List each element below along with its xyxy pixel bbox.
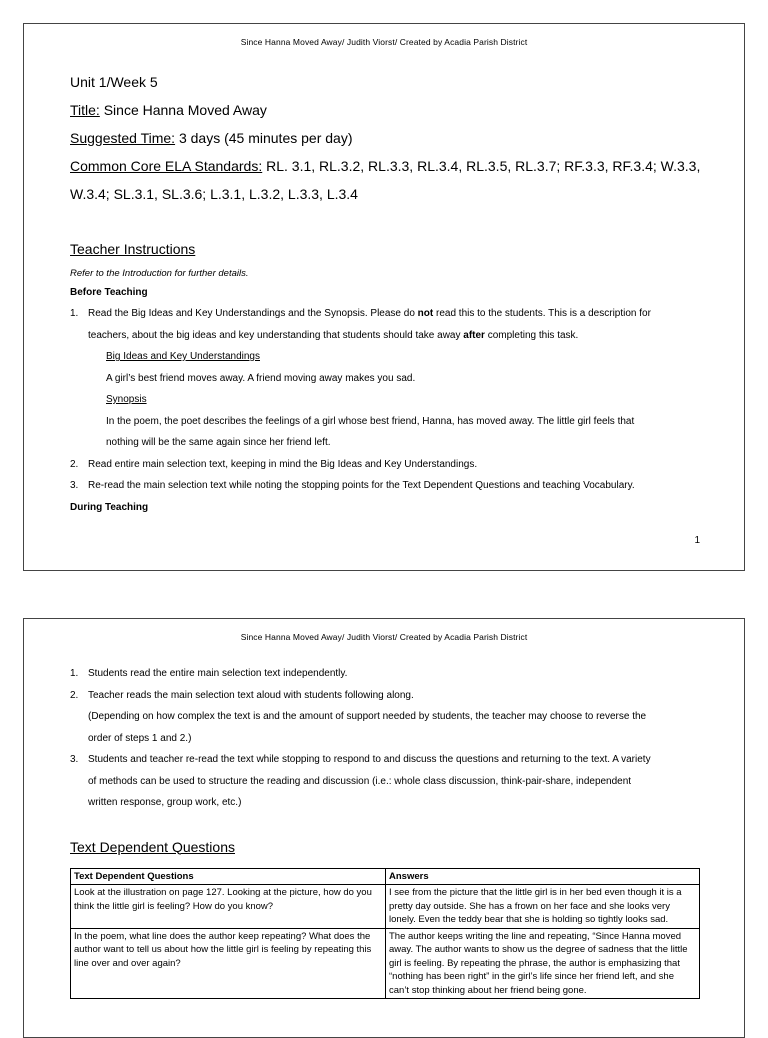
document-page-2 bbox=[23, 618, 745, 1038]
teacher-instructions-heading: Teacher Instructions bbox=[70, 241, 196, 257]
table-row bbox=[71, 885, 700, 929]
standards-line bbox=[70, 152, 714, 180]
page-2-body bbox=[70, 663, 718, 999]
item-number: 3. bbox=[70, 480, 79, 491]
list-item bbox=[70, 685, 718, 707]
step-note: (Depending on how complex the text is and the amount of support needed by students, the teacher may choose to reverse the bbox=[88, 711, 647, 722]
list-item bbox=[70, 454, 714, 476]
tdq-table bbox=[70, 868, 700, 1000]
item-emphasis: not bbox=[417, 308, 434, 319]
big-ideas-text: A girl’s best friend moves away. A friend moving away makes you sad. bbox=[106, 372, 416, 384]
time-label: Suggested Time: bbox=[70, 130, 176, 146]
item-text: teachers, about the big ideas and key understanding that students should take away bbox=[88, 329, 464, 341]
answer-cell: I see from the picture that the little girl is in her bed even though it is a pretty day outside. She has a frown on her face and she looks very lonely. Even the teddy bear that she is holding so tightly looks sad. bbox=[386, 885, 700, 929]
synopsis-text-2: nothing will be the same again since her friend left. bbox=[106, 437, 331, 448]
title-line bbox=[70, 96, 714, 124]
page-number: 1 bbox=[694, 535, 700, 546]
title-label: Title: bbox=[70, 102, 100, 118]
item-number: 3. bbox=[70, 754, 79, 765]
question-cell: Look at the illustration on page 127. Looking at the picture, how do you think the little girl is feeling? How do you know? bbox=[71, 885, 386, 929]
item-text: Students read the entire main selection text independently. bbox=[88, 668, 348, 679]
refer-note: Refer to the Introduction for further details. bbox=[70, 268, 249, 279]
table-header-cell: Answers bbox=[386, 868, 700, 885]
list-item bbox=[70, 475, 714, 497]
running-header: Since Hanna Moved Away/ Judith Viorst/ Created by Acadia Parish District bbox=[240, 37, 528, 47]
standards-line-2: W.3.4; SL.3.1, SL.3.6; L.3.1, L.3.2, L.3.3, L.3.4 bbox=[70, 186, 358, 202]
suggested-time-line bbox=[70, 124, 714, 152]
table-row bbox=[71, 928, 700, 999]
item-emphasis: after bbox=[463, 329, 485, 341]
before-teaching-heading: Before Teaching bbox=[70, 287, 148, 298]
list-item bbox=[70, 663, 718, 685]
item-text: read this to the students. This is a description for bbox=[433, 308, 651, 319]
title-value: Since Hanna Moved Away bbox=[99, 102, 267, 118]
table-header-cell: Text Dependent Questions bbox=[71, 868, 386, 885]
synopsis-label: Synopsis bbox=[106, 394, 147, 405]
page-1-body bbox=[70, 68, 714, 518]
document-page-1 bbox=[23, 23, 745, 571]
list-item-continued bbox=[70, 325, 714, 347]
list-item bbox=[70, 749, 718, 771]
step-note-2: order of steps 1 and 2.) bbox=[88, 732, 192, 744]
time-value: 3 days (45 minutes per day) bbox=[175, 130, 353, 146]
unit-heading: Unit 1/Week 5 bbox=[70, 74, 158, 90]
item-text: Students and teacher re-read the text while stopping to respond to and discuss the questions and returning to the text. A variety bbox=[88, 754, 651, 765]
list-item-continued: of methods can be used to structure the reading and discussion (i.e.: whole class discussion, think-pair-share, independent bbox=[88, 775, 632, 787]
item-text: Re-read the main selection text while noting the stopping points for the Text Dependent Questions and teaching Vocabulary. bbox=[88, 480, 635, 491]
item-text: Teacher reads the main selection text aloud with students following along. bbox=[88, 689, 414, 701]
list-item-continued: written response, group work, etc.) bbox=[88, 797, 242, 808]
tdq-heading: Text Dependent Questions bbox=[70, 838, 235, 855]
item-number: 2. bbox=[70, 689, 79, 701]
answer-cell: The author keeps writing the line and repeating, “Since Hanna moved away. The author wants to show us the degree of sadness that the little girl is feeling. By repeating the phrase, the author is emphasizing that “nothing has been right” in the girl’s life since her friend left, and she can’t stop thinking about her friend being gone. bbox=[386, 928, 700, 999]
list-item bbox=[70, 303, 714, 325]
item-text: Read entire main selection text, keeping in mind the Big Ideas and Key Understandings. bbox=[88, 458, 478, 470]
item-text: completing this task. bbox=[484, 329, 579, 341]
standards-value: RL. 3.1, RL.3.2, RL.3.3, RL.3.4, RL.3.5, RL.3.7; RF.3.3, RF.3.4; W.3.3, bbox=[262, 158, 701, 174]
standards-label: Common Core ELA Standards: bbox=[70, 158, 263, 174]
item-number: 2. bbox=[70, 458, 79, 470]
big-ideas-label: Big Ideas and Key Understandings bbox=[106, 351, 260, 362]
running-header: Since Hanna Moved Away/ Judith Viorst/ Created by Acadia Parish District bbox=[240, 632, 528, 642]
item-number: 1. bbox=[70, 668, 79, 679]
during-teaching-heading: During Teaching bbox=[70, 501, 149, 513]
synopsis-text: In the poem, the poet describes the feelings of a girl whose best friend, Hanna, has moved away. The little girl feels that bbox=[106, 415, 635, 427]
question-cell: In the poem, what line does the author keep repeating? What does the author want to tell us about how the little girl is feeling by repeating this line over and over again? bbox=[71, 928, 386, 999]
table-header-row bbox=[71, 868, 700, 885]
item-number: 1. bbox=[70, 308, 79, 319]
item-text: Read the Big Ideas and Key Understandings and the Synopsis. Please do bbox=[88, 308, 418, 319]
